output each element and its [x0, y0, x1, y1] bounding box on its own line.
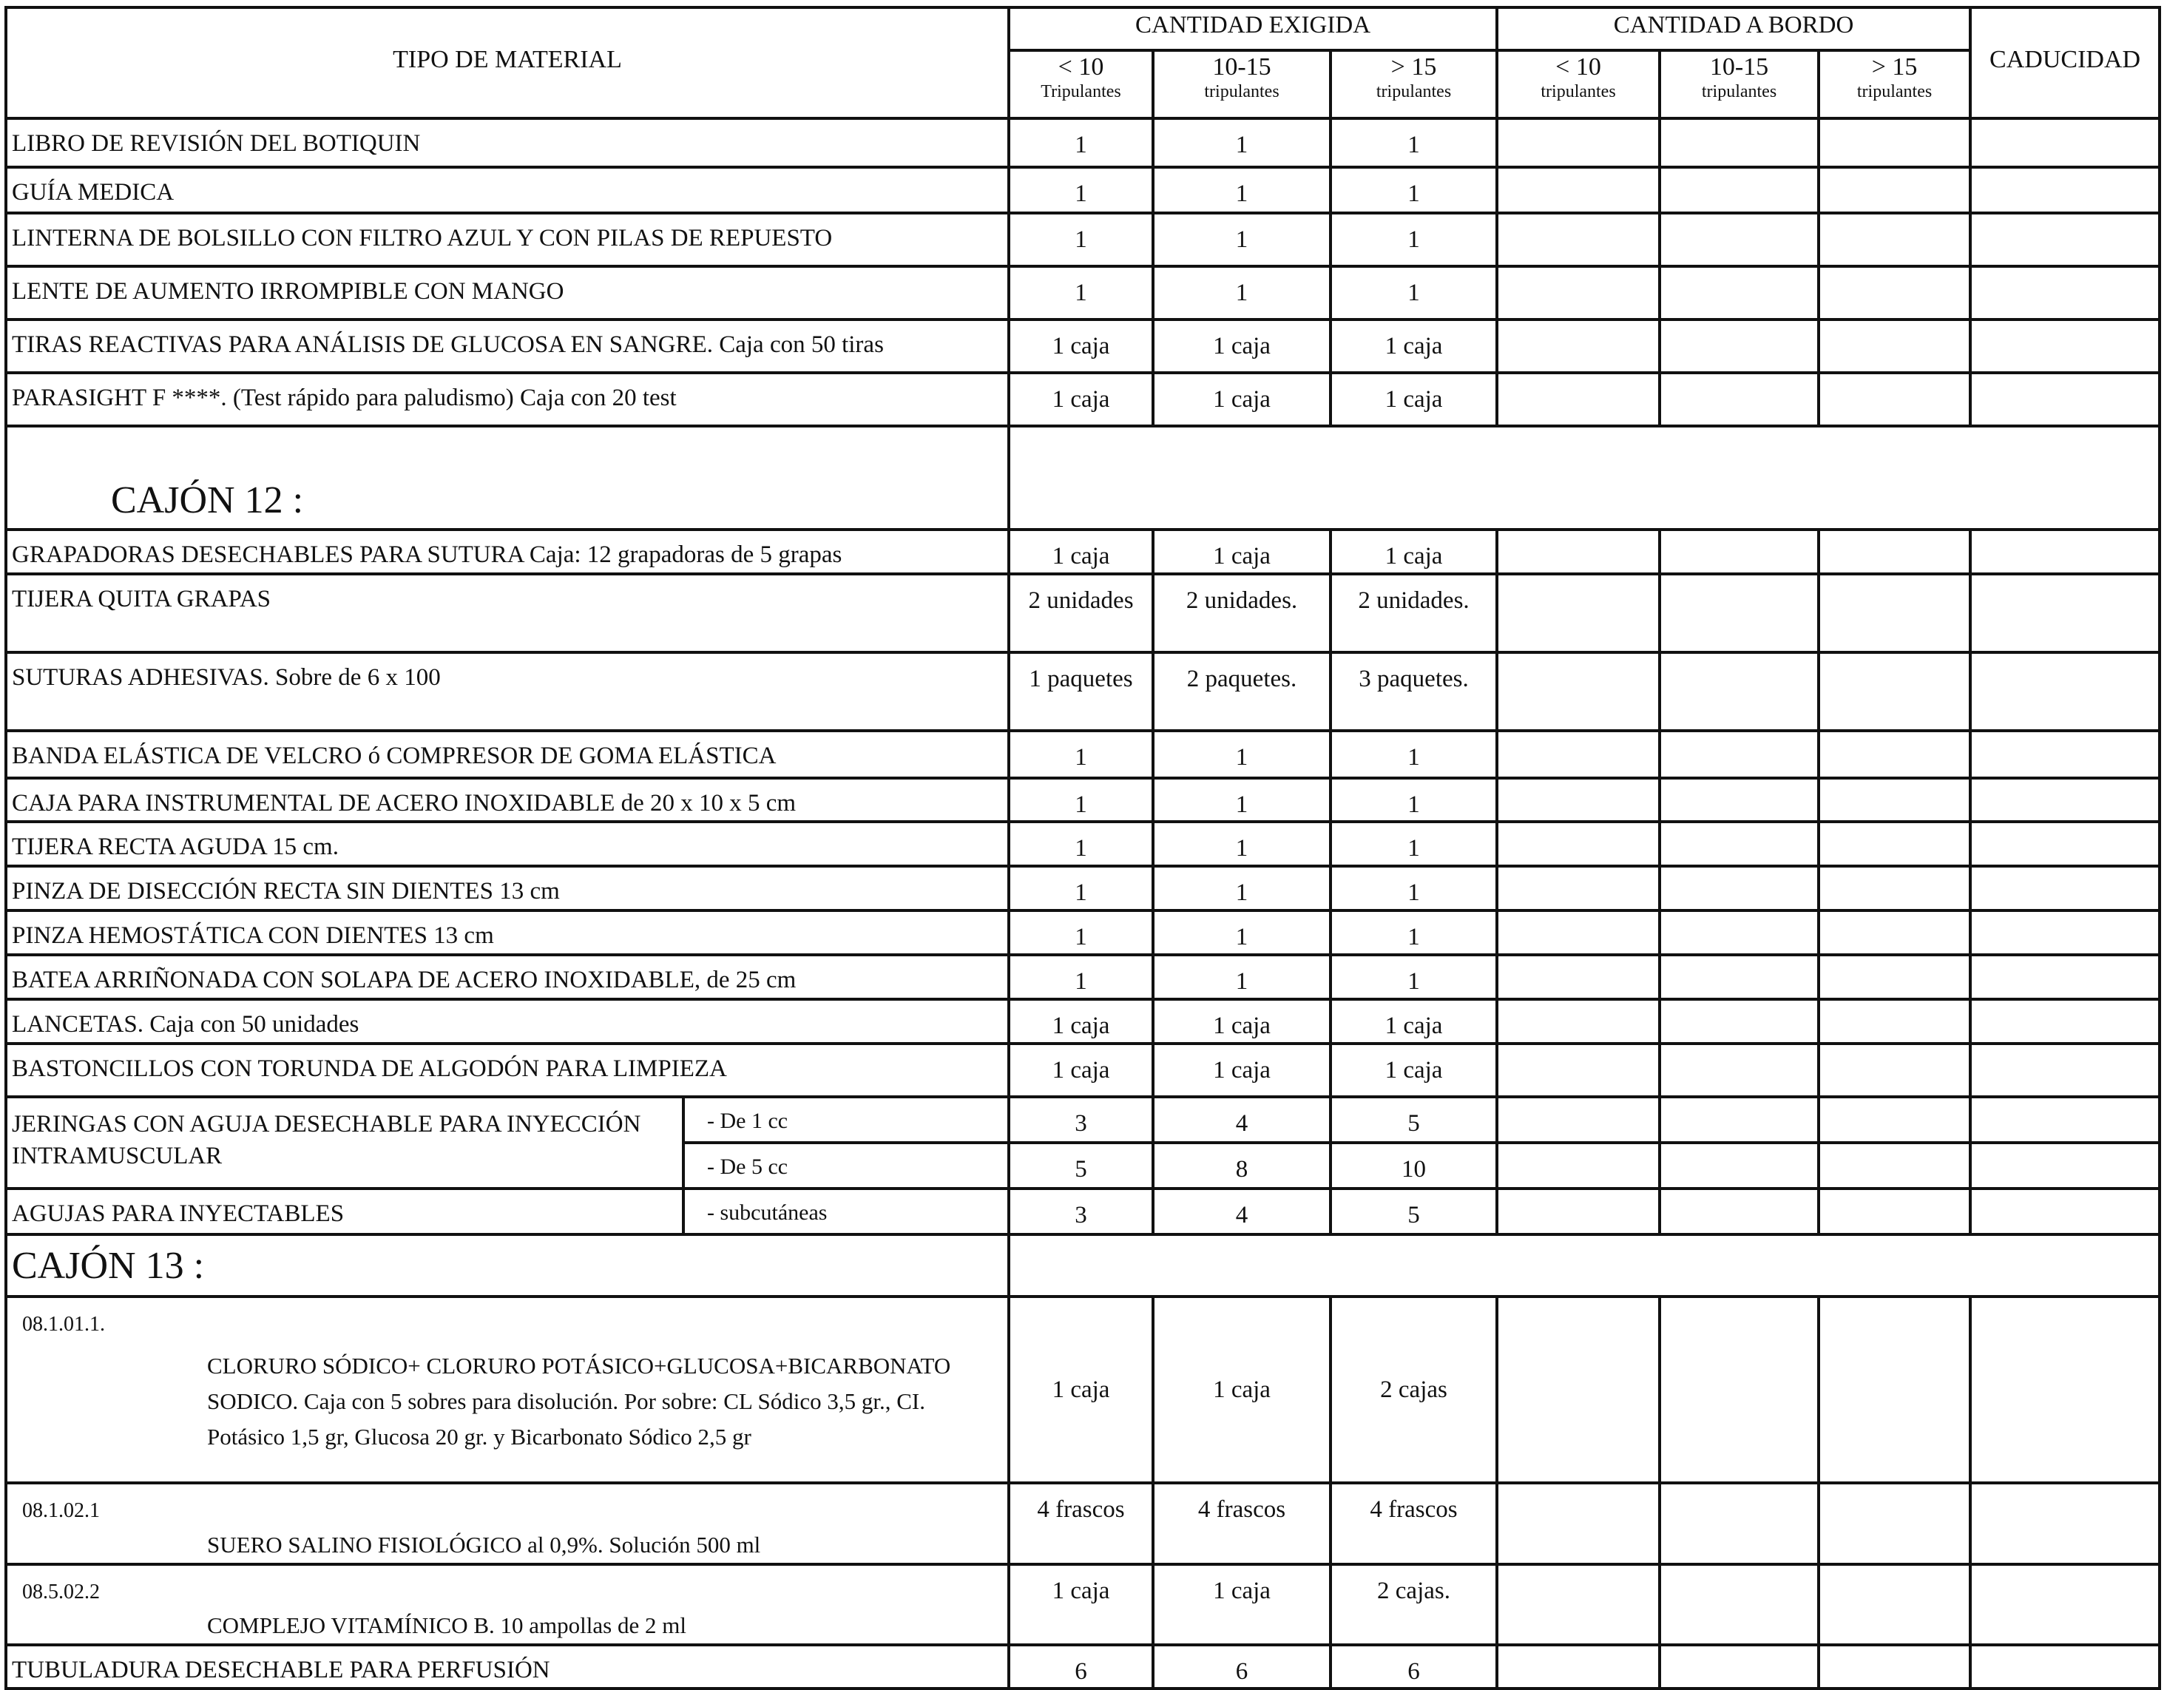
bordo-lt10-cell[interactable]	[1497, 1483, 1660, 1564]
qty-gt15: 3 paquetes.	[1331, 652, 1497, 731]
bordo-lt10-cell[interactable]	[1497, 320, 1660, 373]
table-row	[6, 266, 2160, 320]
material-name: GRAPADORAS DESECHABLES PARA SUTURA Caja: 12 grapadoras de 5 grapas	[6, 530, 1009, 574]
header-exigida-10-15: 10-15 tripulantes	[1153, 50, 1331, 118]
qty-10-15: 1 caja	[1153, 999, 1331, 1044]
table-row	[6, 778, 2160, 822]
qty-lt10: 6	[1009, 1645, 1153, 1689]
qty-gt15: 1 caja	[1331, 373, 1497, 426]
bordo-lt10-cell[interactable]	[1497, 999, 1660, 1044]
bordo-lt10-cell[interactable]	[1497, 1645, 1660, 1689]
section-title-cajon-12: CAJÓN 12 :	[6, 426, 1009, 530]
caducidad-cell[interactable]	[1970, 1044, 2160, 1097]
material-name: AGUJAS PARA INYECTABLES	[6, 1189, 683, 1234]
qty-10-15: 1	[1153, 778, 1331, 822]
caducidad-cell[interactable]	[1970, 731, 2160, 778]
bordo-gt15-cell[interactable]	[1819, 373, 1970, 426]
qty-10-15: 4	[1153, 1189, 1331, 1234]
dose-label: - De 1 cc	[683, 1097, 1009, 1143]
material-name: PINZA DE DISECCIÓN RECTA SIN DIENTES 13 cm	[6, 866, 1009, 910]
material-code: 08.5.02.2	[22, 1580, 100, 1603]
bordo-10-15-cell[interactable]	[1660, 1645, 1819, 1689]
caducidad-cell[interactable]	[1970, 1143, 2160, 1189]
qty-lt10: 1 caja	[1009, 999, 1153, 1044]
material-name: TIJERA RECTA AGUDA 15 cm.	[6, 822, 1009, 866]
material-name: TUBULADURA DESECHABLE PARA PERFUSIÓN	[6, 1645, 1009, 1689]
qty-lt10: 1	[1009, 822, 1153, 866]
qty-gt15: 2 cajas.	[1331, 1564, 1497, 1645]
material-desc: CLORURO SÓDICO+ CLORURO POTÁSICO+GLUCOSA+BICARBONATO SODICO. Caja con 5 sobres para disolución. Por sobre: CL Sódico 3,5 gr., CI. Potásico 1,5 gr, Glucosa 20 gr. y Bicarbonato Sódico 2,5 gr	[207, 1352, 951, 1450]
bordo-gt15-cell[interactable]	[1819, 999, 1970, 1044]
qty-lt10: 3	[1009, 1189, 1153, 1234]
qty-10-15: 2 paquetes.	[1153, 652, 1331, 731]
qty-gt15: 1	[1331, 266, 1497, 320]
qty-lt10: 1	[1009, 213, 1153, 266]
bordo-10-15-cell[interactable]	[1660, 574, 1819, 652]
bordo-lt10-cell[interactable]	[1497, 778, 1660, 822]
caducidad-cell[interactable]	[1970, 1097, 2160, 1143]
caducidad-cell[interactable]	[1970, 167, 2160, 213]
bordo-lt10-cell[interactable]	[1497, 213, 1660, 266]
bordo-gt15-cell[interactable]	[1819, 778, 1970, 822]
bordo-gt15-cell[interactable]	[1819, 1645, 1970, 1689]
material-table	[4, 6, 2161, 1690]
caducidad-cell[interactable]	[1970, 1645, 2160, 1689]
qty-lt10: 1	[1009, 955, 1153, 999]
qty-gt15: 1	[1331, 731, 1497, 778]
qty-gt15: 1	[1331, 866, 1497, 910]
bordo-lt10-cell[interactable]	[1497, 910, 1660, 955]
caducidad-cell[interactable]	[1970, 652, 2160, 731]
bordo-10-15-cell[interactable]	[1660, 213, 1819, 266]
material-coded	[6, 1297, 1009, 1483]
qty-gt15: 1	[1331, 822, 1497, 866]
table-row	[6, 1097, 2160, 1143]
qty-gt15: 1 caja	[1331, 530, 1497, 574]
qty-lt10: 1 caja	[1009, 1297, 1153, 1483]
caducidad-cell[interactable]	[1970, 1297, 2160, 1483]
bordo-gt15-cell[interactable]	[1819, 1097, 1970, 1143]
bordo-10-15-cell[interactable]	[1660, 320, 1819, 373]
bordo-lt10-cell[interactable]	[1497, 1297, 1660, 1483]
material-name: PARASIGHT F ****. (Test rápido para paludismo) Caja con 20 test	[6, 373, 1009, 426]
material-name: GUÍA MEDICA	[6, 167, 1009, 213]
bordo-lt10-cell[interactable]	[1497, 167, 1660, 213]
bordo-lt10-cell[interactable]	[1497, 1143, 1660, 1189]
qty-10-15: 1 caja	[1153, 320, 1331, 373]
qty-gt15: 1	[1331, 955, 1497, 999]
bordo-10-15-cell[interactable]	[1660, 1044, 1819, 1097]
bordo-gt15-cell[interactable]	[1819, 574, 1970, 652]
bordo-lt10-cell[interactable]	[1497, 530, 1660, 574]
caducidad-cell[interactable]	[1970, 822, 2160, 866]
bordo-10-15-cell[interactable]	[1660, 910, 1819, 955]
material-code: 08.1.01.1.	[22, 1313, 105, 1336]
caducidad-cell[interactable]	[1970, 118, 2160, 167]
caducidad-cell[interactable]	[1970, 574, 2160, 652]
bordo-10-15-cell[interactable]	[1660, 1097, 1819, 1143]
caducidad-cell[interactable]	[1970, 373, 2160, 426]
bordo-10-15-cell[interactable]	[1660, 778, 1819, 822]
bordo-gt15-cell[interactable]	[1819, 955, 1970, 999]
material-name: JERINGAS CON AGUJA DESECHABLE PARA INYECCIÓN INTRAMUSCULAR	[6, 1097, 683, 1189]
qty-lt10: 1	[1009, 910, 1153, 955]
qty-10-15: 4 frascos	[1153, 1483, 1331, 1564]
bordo-10-15-cell[interactable]	[1660, 118, 1819, 167]
material-coded	[6, 1564, 1009, 1645]
table-row	[6, 866, 2160, 910]
table-row	[6, 652, 2160, 731]
qty-10-15: 1	[1153, 910, 1331, 955]
bordo-10-15-cell[interactable]	[1660, 1189, 1819, 1234]
header-exigida-gt15: > 15 tripulantes	[1331, 50, 1497, 118]
qty-10-15: 1	[1153, 955, 1331, 999]
material-desc: SUERO SALINO FISIOLÓGICO al 0,9%. Solución 500 ml	[207, 1531, 761, 1558]
qty-gt15: 10	[1331, 1143, 1497, 1189]
bordo-gt15-cell[interactable]	[1819, 213, 1970, 266]
qty-gt15: 5	[1331, 1097, 1497, 1143]
caducidad-cell[interactable]	[1970, 1483, 2160, 1564]
qty-lt10: 4 frascos	[1009, 1483, 1153, 1564]
qty-10-15: 1 caja	[1153, 373, 1331, 426]
table-row	[6, 373, 2160, 426]
table-row	[6, 731, 2160, 778]
section-row	[6, 426, 2160, 530]
table-row	[6, 999, 2160, 1044]
qty-10-15: 1	[1153, 167, 1331, 213]
qty-lt10: 1	[1009, 866, 1153, 910]
material-name: TIRAS REACTIVAS PARA ANÁLISIS DE GLUCOSA EN SANGRE. Caja con 50 tiras	[6, 320, 1009, 373]
caducidad-cell[interactable]	[1970, 213, 2160, 266]
qty-10-15: 1 caja	[1153, 1297, 1331, 1483]
bordo-10-15-cell[interactable]	[1660, 822, 1819, 866]
table-row	[6, 530, 2160, 574]
table-row	[6, 574, 2160, 652]
table-row	[6, 1297, 2160, 1483]
bordo-gt15-cell[interactable]	[1819, 1564, 1970, 1645]
bordo-lt10-cell[interactable]	[1497, 731, 1660, 778]
bordo-10-15-cell[interactable]	[1660, 266, 1819, 320]
qty-gt15: 5	[1331, 1189, 1497, 1234]
qty-10-15: 2 unidades.	[1153, 574, 1331, 652]
qty-gt15: 6	[1331, 1645, 1497, 1689]
qty-lt10: 1 caja	[1009, 530, 1153, 574]
bordo-10-15-cell[interactable]	[1660, 373, 1819, 426]
qty-lt10: 1 paquetes	[1009, 652, 1153, 731]
bordo-gt15-cell[interactable]	[1819, 822, 1970, 866]
material-name: LIBRO DE REVISIÓN DEL BOTIQUIN	[6, 118, 1009, 167]
header-cantidad-a-bordo: CANTIDAD A BORDO	[1497, 7, 1970, 50]
qty-lt10: 1	[1009, 266, 1153, 320]
material-name: LENTE DE AUMENTO IRROMPIBLE CON MANGO	[6, 266, 1009, 320]
bordo-gt15-cell[interactable]	[1819, 1143, 1970, 1189]
qty-lt10: 1	[1009, 778, 1153, 822]
header-bordo-gt15: > 15 tripulantes	[1819, 50, 1970, 118]
qty-lt10: 1 caja	[1009, 373, 1153, 426]
bordo-lt10-cell[interactable]	[1497, 266, 1660, 320]
caducidad-cell[interactable]	[1970, 955, 2160, 999]
table-row	[6, 320, 2160, 373]
qty-lt10: 2 unidades	[1009, 574, 1153, 652]
qty-lt10: 1 caja	[1009, 1564, 1153, 1645]
bordo-10-15-cell[interactable]	[1660, 731, 1819, 778]
material-name: BANDA ELÁSTICA DE VELCRO ó COMPRESOR DE GOMA ELÁSTICA	[6, 731, 1009, 778]
material-name: BATEA ARRIÑONADA CON SOLAPA DE ACERO INOXIDABLE, de 25 cm	[6, 955, 1009, 999]
qty-10-15: 8	[1153, 1143, 1331, 1189]
qty-10-15: 1	[1153, 731, 1331, 778]
bordo-10-15-cell[interactable]	[1660, 652, 1819, 731]
bordo-10-15-cell[interactable]	[1660, 1297, 1819, 1483]
material-code: 08.1.02.1	[22, 1499, 100, 1523]
bordo-gt15-cell[interactable]	[1819, 118, 1970, 167]
bordo-lt10-cell[interactable]	[1497, 652, 1660, 731]
bordo-10-15-cell[interactable]	[1660, 530, 1819, 574]
qty-10-15: 1	[1153, 266, 1331, 320]
header-bordo-lt10: < 10 tripulantes	[1497, 50, 1660, 118]
section-title-cajon-13: CAJÓN 13 :	[6, 1234, 1009, 1297]
table-row	[6, 1189, 2160, 1234]
material-name: SUTURAS ADHESIVAS. Sobre de 6 x 100	[6, 652, 1009, 731]
qty-gt15: 1	[1331, 118, 1497, 167]
qty-gt15: 1	[1331, 167, 1497, 213]
material-name: LINTERNA DE BOLSILLO CON FILTRO AZUL Y CON PILAS DE REPUESTO	[6, 213, 1009, 266]
bordo-10-15-cell[interactable]	[1660, 1483, 1819, 1564]
header-caducidad: CADUCIDAD	[1970, 7, 2160, 118]
table-row	[6, 1564, 2160, 1645]
bordo-lt10-cell[interactable]	[1497, 373, 1660, 426]
section-blank	[1009, 1234, 2160, 1297]
bordo-10-15-cell[interactable]	[1660, 167, 1819, 213]
table-row	[6, 1044, 2160, 1097]
bordo-lt10-cell[interactable]	[1497, 1564, 1660, 1645]
qty-gt15: 2 cajas	[1331, 1297, 1497, 1483]
dose-label: - De 5 cc	[683, 1143, 1009, 1189]
section-blank	[1009, 426, 2160, 530]
table-row	[6, 910, 2160, 955]
qty-lt10: 1	[1009, 118, 1153, 167]
bordo-gt15-cell[interactable]	[1819, 1483, 1970, 1564]
bordo-gt15-cell[interactable]	[1819, 731, 1970, 778]
table-row	[6, 213, 2160, 266]
qty-gt15: 4 frascos	[1331, 1483, 1497, 1564]
header-exigida-lt10: < 10 Tripulantes	[1009, 50, 1153, 118]
qty-10-15: 1 caja	[1153, 1564, 1331, 1645]
caducidad-cell[interactable]	[1970, 1564, 2160, 1645]
caducidad-cell[interactable]	[1970, 999, 2160, 1044]
material-coded	[6, 1483, 1009, 1564]
table-row	[6, 822, 2160, 866]
qty-lt10: 1 caja	[1009, 320, 1153, 373]
qty-10-15: 1 caja	[1153, 1044, 1331, 1097]
table-row	[6, 167, 2160, 213]
qty-gt15: 1 caja	[1331, 999, 1497, 1044]
caducidad-cell[interactable]	[1970, 910, 2160, 955]
bordo-lt10-cell[interactable]	[1497, 822, 1660, 866]
qty-lt10: 3	[1009, 1097, 1153, 1143]
bordo-gt15-cell[interactable]	[1819, 1044, 1970, 1097]
qty-lt10: 1 caja	[1009, 1044, 1153, 1097]
bordo-10-15-cell[interactable]	[1660, 1143, 1819, 1189]
header-cantidad-exigida: CANTIDAD EXIGIDA	[1009, 7, 1497, 50]
qty-lt10: 1	[1009, 731, 1153, 778]
material-desc: COMPLEJO VITAMÍNICO B. 10 ampollas de 2 ml	[207, 1612, 686, 1639]
qty-10-15: 1	[1153, 118, 1331, 167]
bordo-gt15-cell[interactable]	[1819, 1297, 1970, 1483]
qty-gt15: 1	[1331, 213, 1497, 266]
header-tipo-material: TIPO DE MATERIAL	[6, 7, 1009, 118]
qty-gt15: 1	[1331, 910, 1497, 955]
qty-10-15: 1	[1153, 822, 1331, 866]
caducidad-cell[interactable]	[1970, 320, 2160, 373]
caducidad-cell[interactable]	[1970, 1189, 2160, 1234]
qty-10-15: 6	[1153, 1645, 1331, 1689]
bordo-gt15-cell[interactable]	[1819, 1189, 1970, 1234]
qty-10-15: 1 caja	[1153, 530, 1331, 574]
qty-gt15: 2 unidades.	[1331, 574, 1497, 652]
bordo-gt15-cell[interactable]	[1819, 320, 1970, 373]
qty-gt15: 1 caja	[1331, 1044, 1497, 1097]
table-row	[6, 1645, 2160, 1689]
dose-label: - subcutáneas	[683, 1189, 1009, 1234]
material-name: BASTONCILLOS CON TORUNDA DE ALGODÓN PARA LIMPIEZA	[6, 1044, 1009, 1097]
table-row	[6, 955, 2160, 999]
bordo-lt10-cell[interactable]	[1497, 1189, 1660, 1234]
material-name: LANCETAS. Caja con 50 unidades	[6, 999, 1009, 1044]
qty-10-15: 1	[1153, 213, 1331, 266]
caducidad-cell[interactable]	[1970, 866, 2160, 910]
material-name: CAJA PARA INSTRUMENTAL DE ACERO INOXIDABLE de 20 x 10 x 5 cm	[6, 778, 1009, 822]
table-row	[6, 1483, 2160, 1564]
bordo-gt15-cell[interactable]	[1819, 866, 1970, 910]
bordo-gt15-cell[interactable]	[1819, 167, 1970, 213]
qty-gt15: 1 caja	[1331, 320, 1497, 373]
bordo-gt15-cell[interactable]	[1819, 266, 1970, 320]
bordo-10-15-cell[interactable]	[1660, 999, 1819, 1044]
material-name: PINZA HEMOSTÁTICA CON DIENTES 13 cm	[6, 910, 1009, 955]
bordo-10-15-cell[interactable]	[1660, 955, 1819, 999]
qty-gt15: 1	[1331, 778, 1497, 822]
qty-10-15: 1	[1153, 866, 1331, 910]
qty-10-15: 4	[1153, 1097, 1331, 1143]
bordo-10-15-cell[interactable]	[1660, 866, 1819, 910]
table-row	[6, 118, 2160, 167]
bordo-lt10-cell[interactable]	[1497, 574, 1660, 652]
qty-lt10: 5	[1009, 1143, 1153, 1189]
bordo-gt15-cell[interactable]	[1819, 530, 1970, 574]
bordo-gt15-cell[interactable]	[1819, 910, 1970, 955]
material-name: TIJERA QUITA GRAPAS	[6, 574, 1009, 652]
qty-lt10: 1	[1009, 167, 1153, 213]
bordo-gt15-cell[interactable]	[1819, 652, 1970, 731]
caducidad-cell[interactable]	[1970, 266, 2160, 320]
bordo-lt10-cell[interactable]	[1497, 1044, 1660, 1097]
bordo-10-15-cell[interactable]	[1660, 1564, 1819, 1645]
bordo-lt10-cell[interactable]	[1497, 1097, 1660, 1143]
bordo-lt10-cell[interactable]	[1497, 955, 1660, 999]
section-row	[6, 1234, 2160, 1297]
bordo-lt10-cell[interactable]	[1497, 866, 1660, 910]
caducidad-cell[interactable]	[1970, 778, 2160, 822]
bordo-lt10-cell[interactable]	[1497, 118, 1660, 167]
header-bordo-10-15: 10-15 tripulantes	[1660, 50, 1819, 118]
caducidad-cell[interactable]	[1970, 530, 2160, 574]
